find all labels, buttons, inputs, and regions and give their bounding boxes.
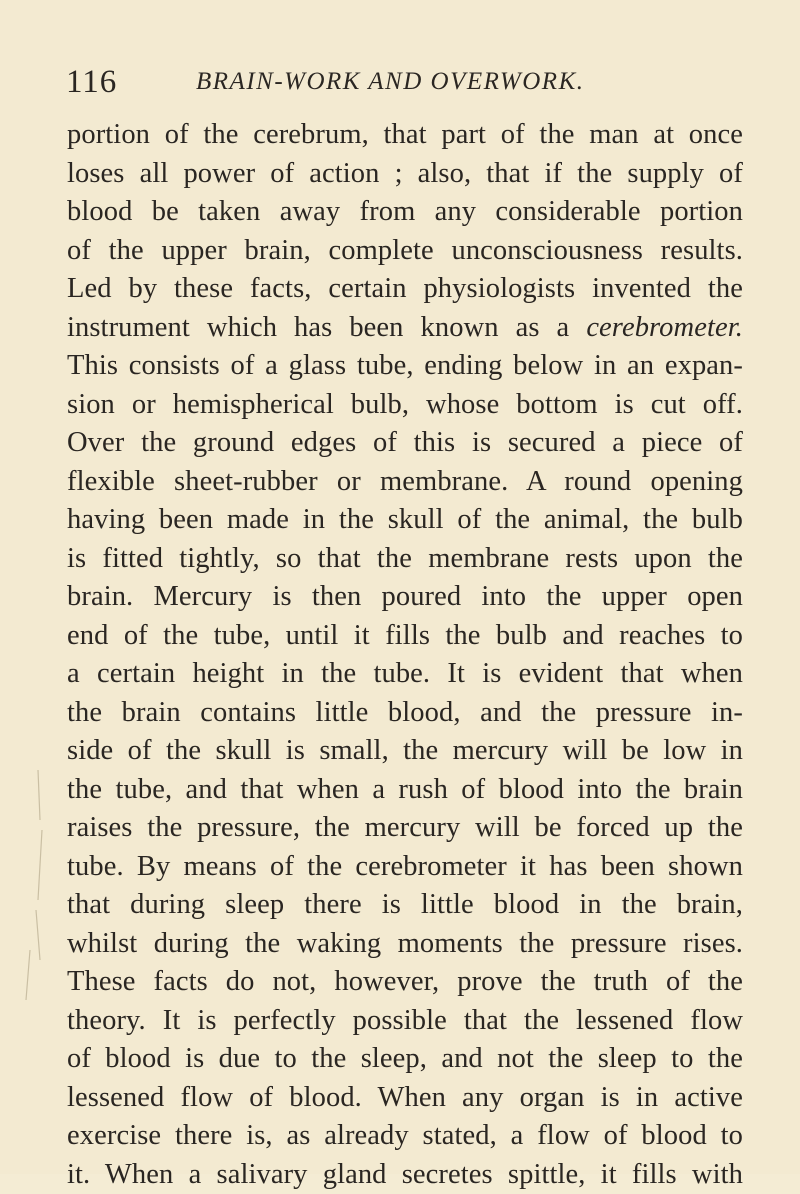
- text-line: end of the tube, until it fills the bulb and reaches to: [67, 617, 743, 656]
- running-head: [66, 64, 736, 104]
- text-line: a certain height in the tube. It is evident that when: [67, 655, 743, 694]
- text-line: Led by these facts, certain physiologists invented the: [67, 270, 743, 309]
- text-line: the brain contains little blood, and the pressure in-: [67, 694, 743, 733]
- text-line: sion or hemispherical bulb, whose bottom is cut off.: [67, 386, 743, 425]
- text-line: is fitted tightly, so that the membrane rests upon the: [67, 540, 743, 579]
- text-line: loses all power of action ; also, that if the supply of: [67, 155, 743, 194]
- gutter-bleed-through: [0, 760, 60, 1020]
- text-line: theory. It is perfectly possible that the lessened flow: [67, 1002, 743, 1041]
- text-line: it. When a salivary gland secretes spittle, it fills with: [67, 1156, 743, 1194]
- text-line: the tube, and that when a rush of blood into the brain: [67, 771, 743, 810]
- text-line-with-italic-term: [67, 309, 743, 348]
- text-line: flexible sheet-rubber or membrane. A round opening: [67, 463, 743, 502]
- text-line: of blood is due to the sleep, and not the sleep to the: [67, 1040, 743, 1079]
- text-line: raises the pressure, the mercury will be forced up the: [67, 809, 743, 848]
- running-title: BRAIN-WORK AND OVERWORK.: [196, 68, 585, 96]
- text-line: lessened flow of blood. When any organ is in active: [67, 1079, 743, 1118]
- text-line-lead: instrument which has been known as a: [67, 312, 569, 343]
- text-line: blood be taken away from any considerable portion: [67, 193, 743, 232]
- text-line: that during sleep there is little blood in the brain,: [67, 886, 743, 925]
- text-line: portion of the cerebrum, that part of the man at once: [67, 116, 743, 155]
- body-text: [67, 116, 743, 1194]
- text-line: brain. Mercury is then poured into the upper open: [67, 578, 743, 617]
- text-line: These facts do not, however, prove the truth of the: [67, 963, 743, 1002]
- text-line: This consists of a glass tube, ending below in an expan-: [67, 347, 743, 386]
- text-line: Over the ground edges of this is secured a piece of: [67, 424, 743, 463]
- text-line: exercise there is, as already stated, a flow of blood to: [67, 1117, 743, 1156]
- italic-term: cerebrometer.: [586, 312, 743, 343]
- text-line: tube. By means of the cerebrometer it has been shown: [67, 848, 743, 887]
- page-number: 116: [66, 64, 117, 101]
- text-line: of the upper brain, complete unconsciousness results.: [67, 232, 743, 271]
- text-line: having been made in the skull of the animal, the bulb: [67, 501, 743, 540]
- text-line: side of the skull is small, the mercury will be low in: [67, 732, 743, 771]
- text-line: whilst during the waking moments the pressure rises.: [67, 925, 743, 964]
